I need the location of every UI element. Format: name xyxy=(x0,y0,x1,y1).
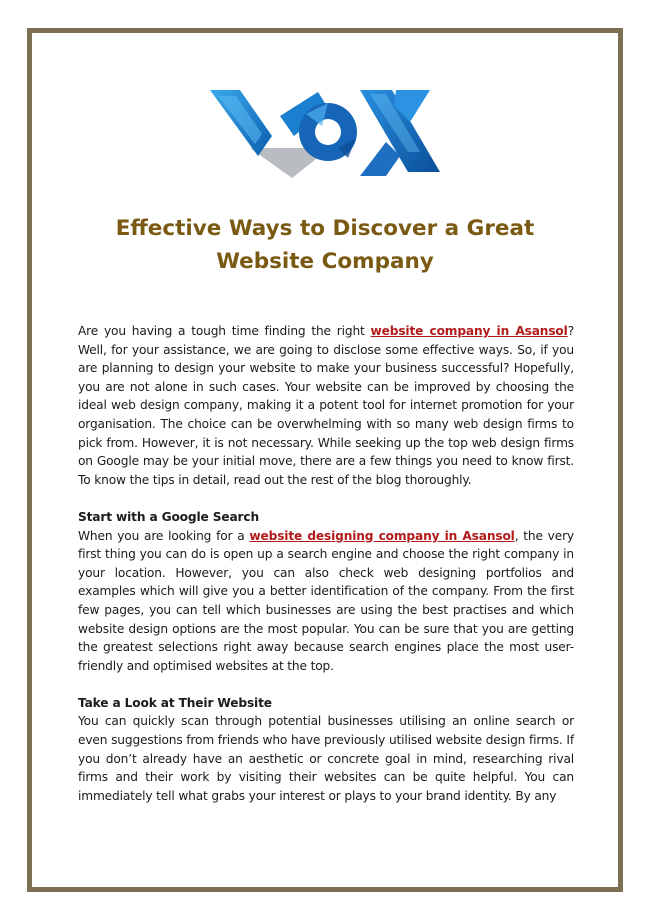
document-title xyxy=(60,212,590,278)
intro-paragraph xyxy=(78,322,574,489)
title-line-1: Effective Ways to Discover a Great xyxy=(115,216,535,241)
section2-paragraph: You can quickly scan through potential businesses utilising an online search or even suggestions from friends who have previously utilised website design firms. If you don’t already have an aesthetic or concrete goal in mind, researching rival firms and their work by visiting their websites can be quite helpful. You can immediately tell what grabs your interest or plays to your brand identity. By any xyxy=(78,714,574,803)
title-line-2: Website Company xyxy=(216,249,434,274)
paragraph-gap xyxy=(78,675,574,694)
website-company-asansol-link[interactable]: website company in Asansol xyxy=(370,324,568,338)
paragraph-gap xyxy=(78,489,574,508)
section1-text-end: , the very first thing you can do is open up a search engine and choose the right company in your location. However, you can also check web designing portfolios and examples which will give you a better identification of the company. From the first few pages, you can tell which businesses are using the best practises and which website design options are the most popular. You can be sure that you are getting the greatest selections right away because search engines place the most user-friendly and optimised websites at the top. xyxy=(78,528,574,673)
section1-text-start: When you are looking for a xyxy=(78,528,250,543)
company-logo xyxy=(210,86,440,178)
intro-text-start: Are you having a tough time finding the right xyxy=(78,324,371,338)
section1-heading: Start with a Google Search xyxy=(78,509,259,524)
section1-paragraph xyxy=(78,527,574,676)
article-body xyxy=(78,322,574,805)
website-designing-company-asansol-link[interactable]: website designing company in Asansol xyxy=(249,528,515,543)
section2-heading: Take a Look at Their Website xyxy=(78,695,272,710)
intro-text-end: ? Well, for your assistance, we are going to disclose some effective ways. So, if you are planning to design your website to make your business successful? Hopefully, you are not alone in such cases. Your website can be improved by choosing the ideal web design company, making it a potent tool for internet promotion for your organisation. The choice can be overwhelming with so many web design firms to pick from. However, it is not necessary. While seeking up the top web design firms on Google may be your initial move, there are a few things you need to know first. To know the tips in detail, read out the rest of the blog thoroughly. xyxy=(78,324,575,487)
